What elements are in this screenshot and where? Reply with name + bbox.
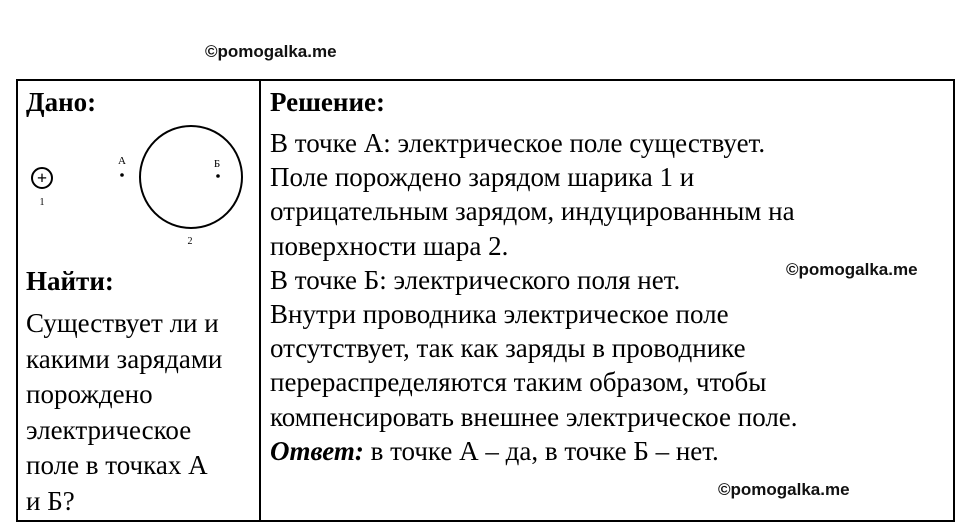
solution-heading: Решение: [270,87,385,117]
answer-label: Ответ: [270,435,364,466]
solution-text [270,126,940,468]
sphere-2-label: 2 [187,236,193,247]
solution-line: отрицательным зарядом, индуцированным на [270,196,795,227]
ball-1-label: 1 [39,197,45,208]
answer-line [270,434,940,468]
find-line: и Б? [26,485,75,516]
solution-column [270,86,940,118]
solution-line: В точке Б: электрического поля нет. [270,264,681,295]
find-line: электрическое [26,414,192,445]
given-heading: Дано: [26,87,97,117]
point-a-label: А [118,155,126,167]
find-question [26,306,256,519]
given-column [26,86,252,118]
watermark-top: ©pomogalka.me [205,42,337,61]
physics-diagram [22,120,252,250]
charge-plus-sign: + [36,168,48,188]
point-b-label: Б [213,158,221,170]
point-a-dot [120,173,124,177]
find-line: Существует ли и [26,308,219,338]
solution-line: Поле порождено зарядом шарика 1 и [270,162,695,193]
answer-text: в точке А – да, в точке Б – нет. [363,435,719,466]
solution-line: отсутствует, так как заряды в проводнике [270,333,746,364]
find-line: какими зарядами [26,343,223,374]
watermark-bottom: ©pomogalka.me [718,480,850,499]
solution-line: Внутри проводника электрическое поле [270,299,729,330]
watermark-middle: ©pomogalka.me [786,260,918,279]
solution-line: перераспределяются таким образом, чтобы [270,367,767,398]
solution-line: поверхности шара 2. [270,230,509,261]
find-heading: Найти: [26,266,114,296]
solution-line: компенсировать внешнее электрическое поле. [270,401,798,432]
find-line: порождено [26,379,153,409]
find-line: поле в точках А [26,450,208,480]
sphere-2-icon [140,126,242,228]
solution-line: В точке А: электрическое поле существует. [270,128,766,158]
point-b-dot [216,174,220,178]
column-divider [259,79,261,522]
